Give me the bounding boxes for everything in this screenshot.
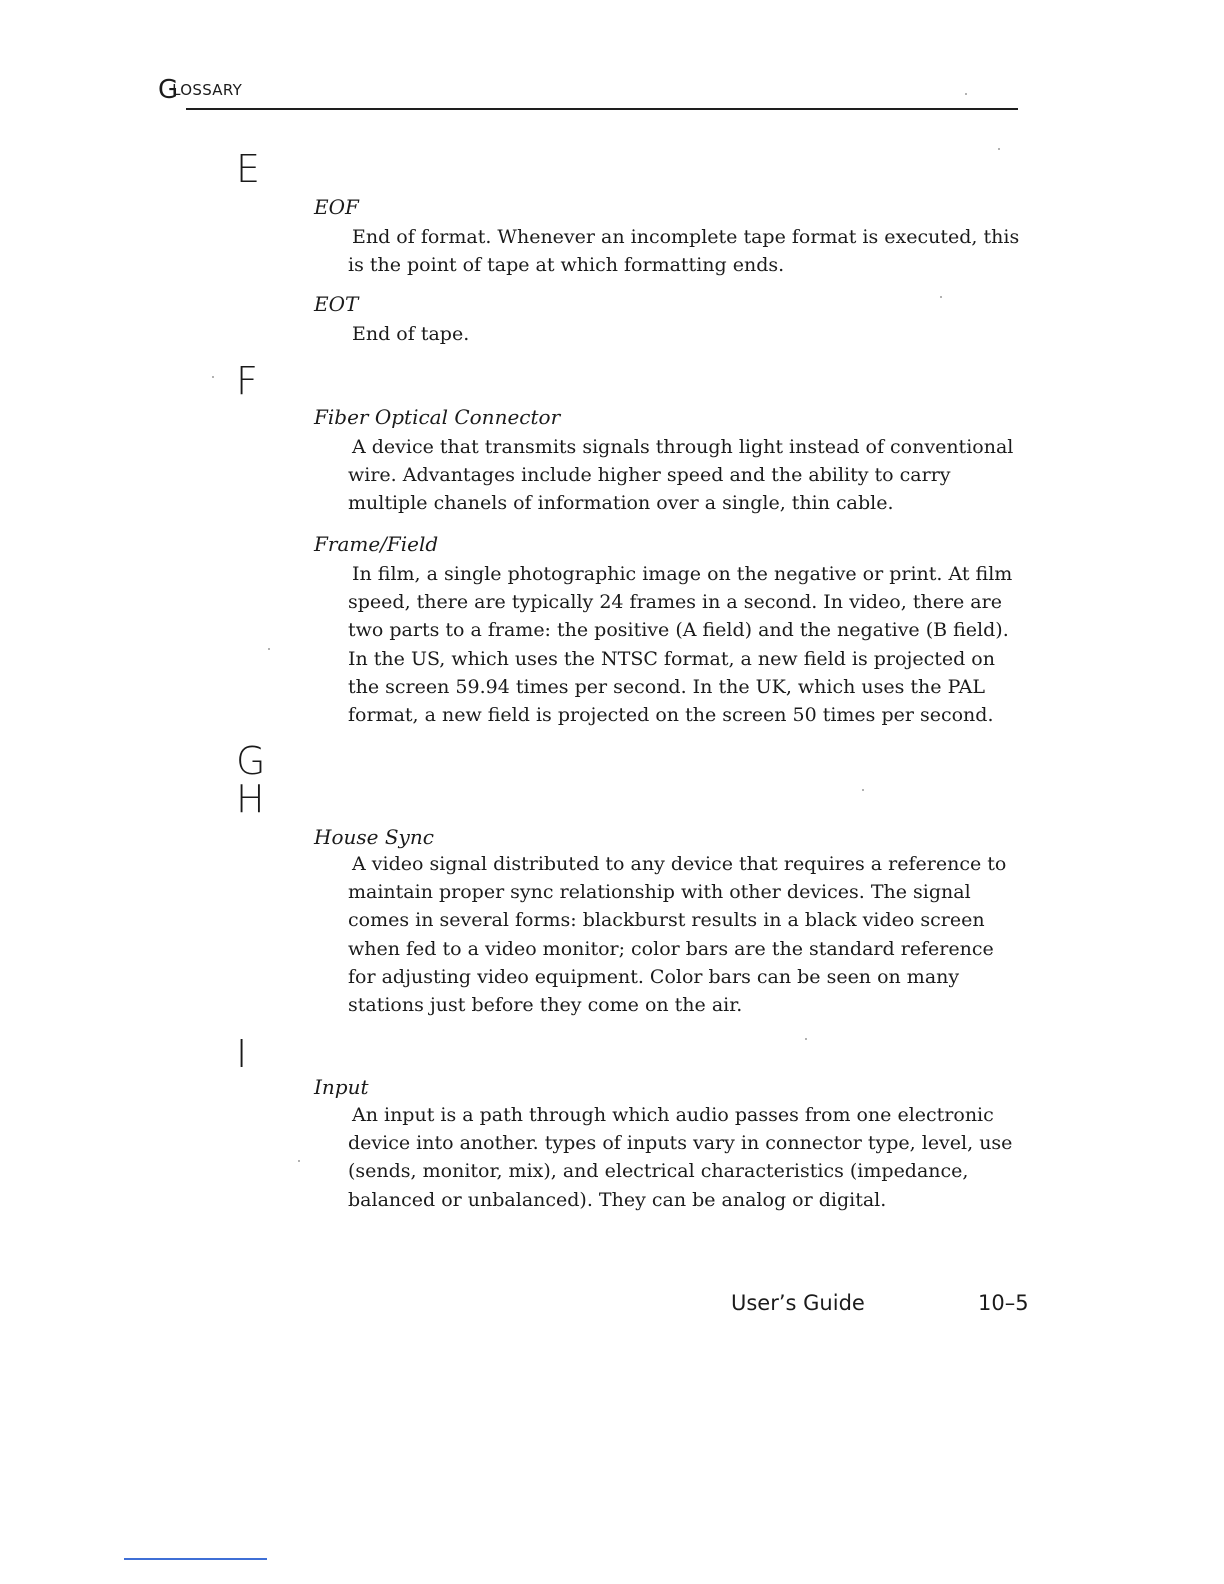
header-rule — [186, 108, 1018, 110]
header-initial: G — [158, 75, 179, 105]
section-letter-e: E — [236, 147, 261, 191]
scan-speck — [805, 1038, 807, 1040]
running-header — [158, 72, 243, 105]
term-input: Input — [314, 1075, 369, 1099]
definition-eof: End of format. Whenever an incomplete tape format is executed, this is the point of tape at which formatting ends. — [348, 226, 1020, 277]
definition-house-sync: A video signal distributed to any device that requires a reference to maintain proper sync relationship with other devices. The signal comes in several forms: blackburst results in a black video screen when fed to a video monitor; color bars are the standard reference for adjusting video equipment. Color bars can be seen on many stations just before they come on the air. — [348, 853, 1007, 1017]
scan-edge-line — [124, 1558, 267, 1560]
scan-speck — [998, 148, 1000, 150]
section-letter-g: G — [236, 739, 266, 783]
scan-speck — [268, 648, 270, 650]
definition-fiber-optical-connector: A device that transmits signals through light instead of conventional wire. Advantages include higher speed and the ability to carry multiple chanels of information over a single, thin cable. — [348, 436, 1014, 515]
term-eof: EOF — [314, 195, 359, 219]
scan-speck — [212, 376, 214, 378]
term-frame-field: Frame/Field — [314, 532, 439, 556]
scan-speck — [862, 789, 864, 791]
term-eot: EOT — [314, 292, 359, 316]
section-letter-i: I — [236, 1032, 248, 1076]
header-title: LOSSARY — [172, 81, 243, 99]
definition-frame-field: In film, a single photographic image on the negative or print. At film speed, there are typically 24 frames in a second. In video, there are two parts to a frame: the positive (A field) and the negative (B field). In the US, which uses the NTSC format, a new field is projected on the screen 59.94 times per second. In the UK, which uses the PAL format, a new field is projected on the screen 50 times per second. — [348, 563, 1013, 727]
definition-eot: End of tape. — [352, 323, 470, 345]
term-house-sync: House Sync — [314, 825, 434, 849]
term-fiber-optical-connector: Fiber Optical Connector — [314, 405, 561, 429]
scan-speck — [965, 93, 967, 95]
section-letter-f: F — [236, 359, 258, 403]
definition-input: An input is a path through which audio passes from one electronic device into another. types of inputs vary in connector type, level, use (sends, monitor, mix), and electrical characteristics (impedance, balanced or unbalanced). They can be analog or digital. — [348, 1104, 1013, 1211]
footer-page-number: 10–5 — [978, 1291, 1029, 1315]
scan-speck — [940, 296, 942, 298]
scan-speck — [298, 1160, 300, 1162]
section-letter-h: H — [236, 777, 265, 821]
footer-guide-title: User’s Guide — [731, 1291, 865, 1315]
